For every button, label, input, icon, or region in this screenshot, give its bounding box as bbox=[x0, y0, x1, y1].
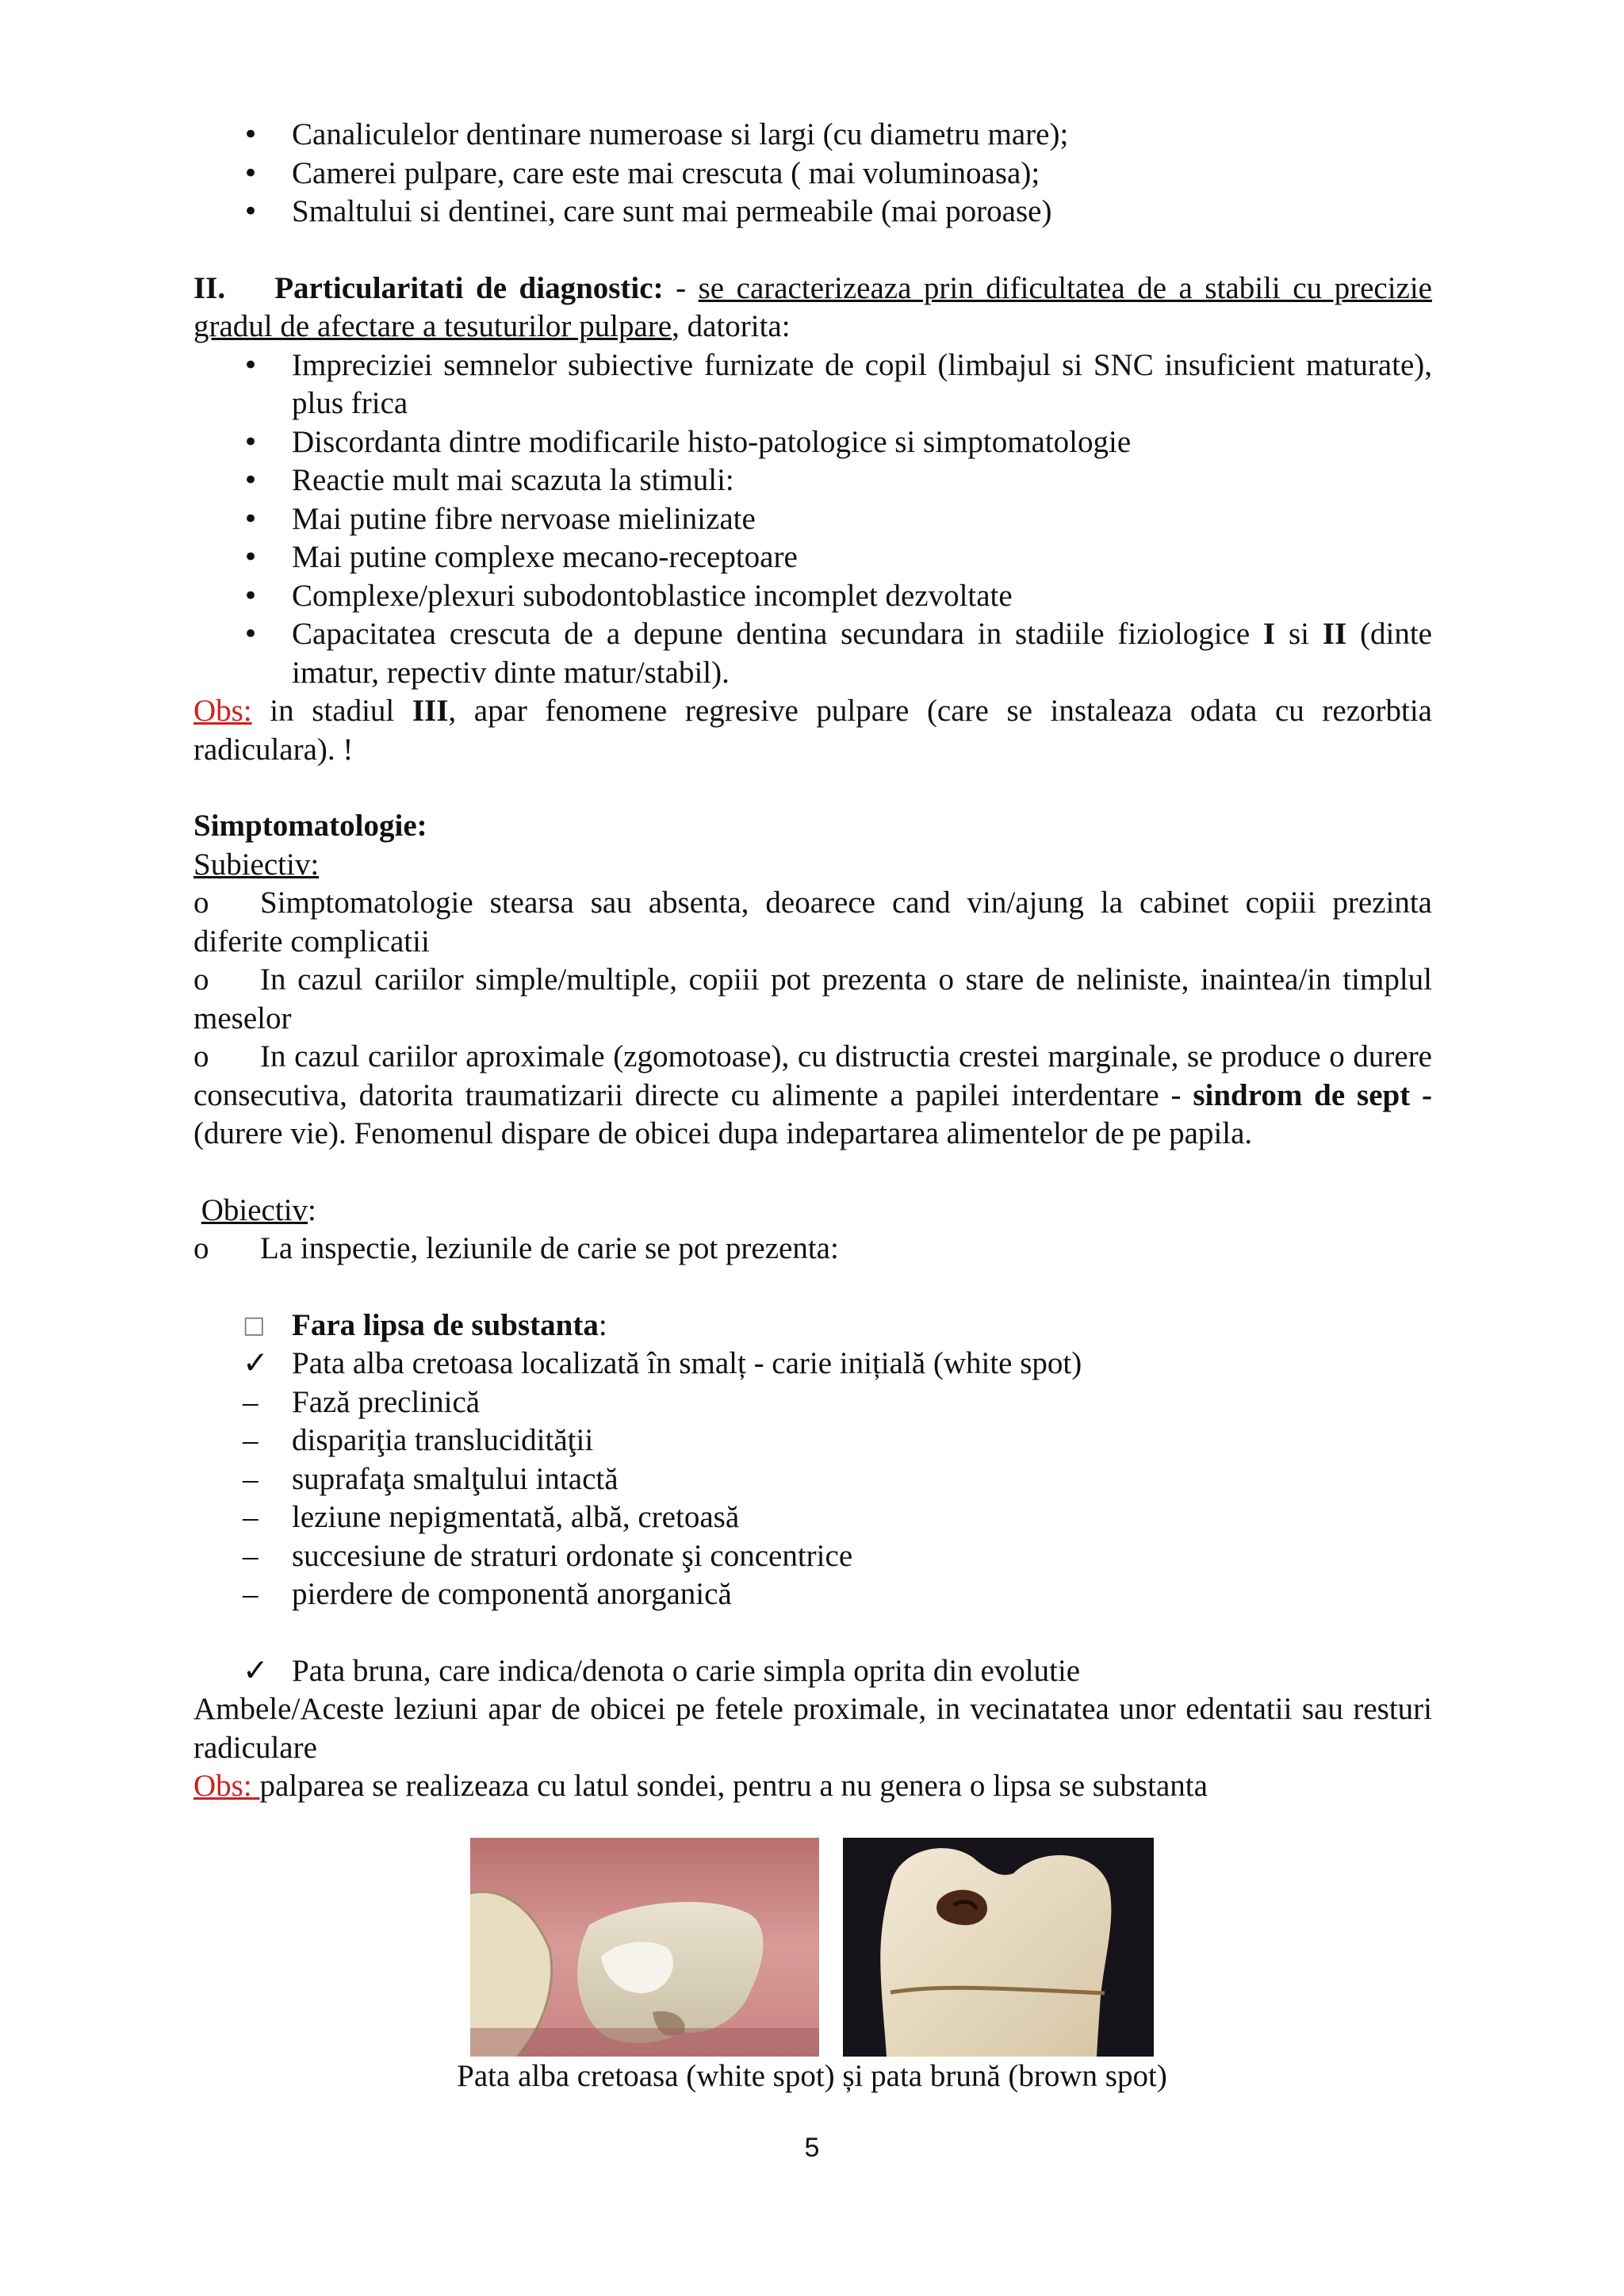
stage-label: I bbox=[1263, 617, 1276, 651]
list-item: • Complexe/plexuri subodontoblastice incomplet dezvoltate bbox=[193, 577, 1432, 616]
lesions-location-paragraph: Ambele/Aceste leziuni apar de obicei pe fetele proximale, in vecinatatea unor edentatii sau resturi radiculare bbox=[193, 1692, 1432, 1765]
document-body bbox=[193, 116, 1432, 1806]
section-title: Particularitati de diagnostic: bbox=[274, 270, 664, 305]
stage-label: III bbox=[412, 694, 449, 728]
o-marker: o bbox=[193, 1039, 209, 1073]
o-marker: o bbox=[193, 962, 209, 997]
text: , apar fenomene regresive pulpare (care se instaleaza odata cu rezorbtia radiculara). ! bbox=[193, 694, 1432, 767]
text: La inspectie, leziunile de carie se pot prezenta: bbox=[260, 1231, 839, 1265]
section-number: II. bbox=[193, 270, 226, 305]
list-item bbox=[193, 1537, 1432, 1576]
dash-marker: – bbox=[243, 1423, 259, 1457]
text: succesiune de straturi ordonate şi concentrice bbox=[292, 1538, 853, 1573]
label-text: Obiectiv bbox=[201, 1192, 308, 1227]
list-item bbox=[193, 1307, 1432, 1345]
intro-bullet-list bbox=[193, 116, 1432, 232]
text: In cazul cariilor simple/multiple, copiii pot prezenta o stare de neliniste, inaintea/in timplul meselor bbox=[193, 962, 1432, 1035]
section-intro-underlined: se caracterizeaza prin dificultatea de a stabili cu precizie gradul de afectare a tesuturilor pulpare bbox=[193, 270, 1432, 343]
text: Fază preclinică bbox=[292, 1384, 481, 1419]
objective-item bbox=[193, 1230, 1432, 1269]
text: pierdere de componentă anorganică bbox=[292, 1577, 732, 1611]
text: In cazul cariilor aproximale (zgomotoase), cu distructia crestei marginale, se produce o durere consecutiva, datorita traumatizarii directe cu alimente a papilei interdentare - bbox=[193, 1039, 1432, 1112]
list-item: • Discordanta dintre modificarile histo-patologice si simptomatologie bbox=[193, 423, 1432, 462]
dash-marker: – bbox=[243, 1461, 259, 1496]
dash-marker: – bbox=[243, 1500, 259, 1534]
text: Pata bruna, care indica/denota o carie simpla oprita din evolutie bbox=[292, 1653, 1081, 1688]
list-item: • Impreciziei semnelor subiective furnizate de copil (limbajul si SNC insuficient maturate), plus frica bbox=[193, 346, 1432, 423]
observation-note bbox=[193, 1767, 1432, 1806]
text: (durere vie). Fenomenul dispare de obicei dupa indepartarea alimentelor de pe papila. bbox=[193, 1116, 1253, 1150]
list-item bbox=[193, 1460, 1432, 1499]
lesion-list bbox=[193, 1307, 1432, 1614]
text: Capacitatea crescuta de a depune dentina secundara in stadiile fiziologice bbox=[292, 617, 1263, 651]
stage-label: II bbox=[1322, 617, 1347, 651]
subjective-item bbox=[193, 1038, 1432, 1154]
bold-term: sindrom de sept - bbox=[1193, 1077, 1433, 1112]
list-item: • Smaltului si dentinei, care sunt mai permeabile (mai poroase) bbox=[193, 193, 1432, 232]
section-intro-rest: , datorita: bbox=[672, 309, 791, 343]
objective-label bbox=[193, 1192, 1432, 1230]
text: suprafaţa smalţului intactă bbox=[292, 1461, 619, 1496]
text: Pata alba cretoasa localizată în smalț - carie inițială (white spot) bbox=[292, 1346, 1082, 1380]
list-item: • Camerei pulpare, care este mai crescuta ( mai voluminoasa); bbox=[193, 155, 1432, 193]
list-item bbox=[193, 1345, 1432, 1383]
heading-text: Simptomatologie: bbox=[193, 809, 427, 843]
list-item bbox=[193, 615, 1432, 692]
box-icon: □ bbox=[243, 1311, 266, 1339]
figure-caption: Pata alba cretoasa (white spot) și pata brună (brown spot) bbox=[457, 2059, 1167, 2093]
brown-spot-list bbox=[193, 1652, 1432, 1691]
text: palparea se realizeaza cu latul sondei, pentru a nu genera o lipsa se substanta bbox=[259, 1769, 1208, 1803]
list-item bbox=[193, 1498, 1432, 1537]
checkmark-icon: ✓ bbox=[243, 1345, 269, 1381]
list-item: • Canaliculelor dentinare numeroase si largi (cu diametru mare); bbox=[193, 116, 1432, 155]
text: dispariţia translucidităţii bbox=[292, 1423, 594, 1457]
brown-spot-photo bbox=[843, 1838, 1154, 2057]
dash-marker: – bbox=[243, 1538, 259, 1573]
text: in stadiul bbox=[251, 694, 412, 728]
obs-label: Obs: bbox=[193, 1769, 260, 1803]
bold-term: Fara lipsa de substanta bbox=[292, 1307, 599, 1342]
symptoms-heading bbox=[193, 807, 1432, 846]
o-marker: o bbox=[193, 1231, 209, 1265]
observation-note bbox=[193, 692, 1432, 769]
subjective-label bbox=[193, 846, 1432, 885]
list-item bbox=[193, 1422, 1432, 1460]
page-number: 5 bbox=[804, 2133, 820, 2163]
dash-marker: – bbox=[243, 1577, 259, 1611]
obs-label: Obs: bbox=[193, 694, 252, 728]
o-marker: o bbox=[193, 886, 209, 920]
list-item bbox=[193, 1652, 1432, 1691]
list-item bbox=[193, 1575, 1432, 1614]
text: si bbox=[1275, 617, 1323, 651]
text: (dinte imatur, repectiv dinte matur/stabil). bbox=[292, 617, 1432, 690]
colon: : bbox=[598, 1307, 607, 1342]
diagnostic-bullet-list bbox=[193, 346, 1432, 693]
figure-pair bbox=[470, 1838, 1154, 2060]
subjective-item bbox=[193, 961, 1432, 1038]
list-item bbox=[193, 1383, 1432, 1422]
list-item: • Reactie mult mai scazuta la stimuli: bbox=[193, 461, 1432, 500]
colon: : bbox=[308, 1192, 316, 1227]
text: leziune nepigmentată, albă, cretoasă bbox=[292, 1500, 740, 1534]
subjective-item bbox=[193, 884, 1432, 961]
separator: - bbox=[663, 270, 699, 305]
label-text: Subiectiv: bbox=[193, 847, 320, 882]
dash-marker: – bbox=[243, 1384, 259, 1419]
white-spot-photo bbox=[470, 1838, 819, 2057]
brown-spot-illustration bbox=[843, 1838, 1154, 2057]
checkmark-icon: ✓ bbox=[243, 1652, 269, 1689]
white-spot-illustration bbox=[470, 1838, 819, 2057]
section-2-heading bbox=[193, 270, 1432, 346]
list-item: • Mai putine fibre nervoase mielinizate bbox=[193, 500, 1432, 539]
text: Simptomatologie stearsa sau absenta, deoarece cand vin/ajung la cabinet copiii prezinta diferite complicatii bbox=[193, 886, 1432, 959]
list-item: • Mai putine complexe mecano-receptoare bbox=[193, 538, 1432, 577]
